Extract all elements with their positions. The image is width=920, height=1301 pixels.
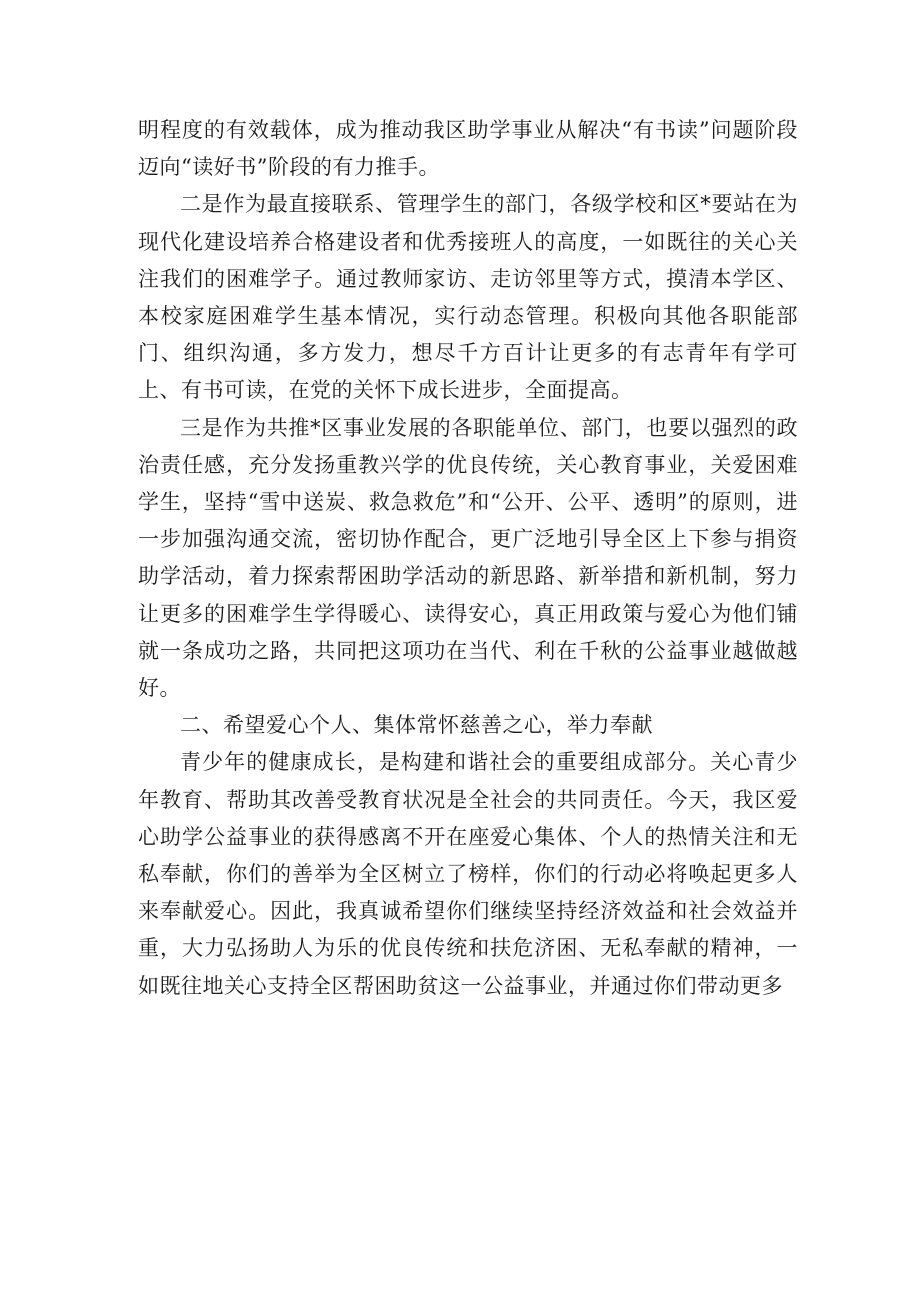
section-heading: 二、希望爱心个人、集体常怀慈善之心，举力奉献	[180, 713, 653, 738]
paragraph-point-two: 二是作为最直接联系、管理学生的部门，各级学校和区*要站在为现代化建设培养合格建设者和优秀接班人的高度，一如既往的关心关注我们的困难学子。通过教师家访、走访邻里等方式，摸清本学区、本校家庭困难学生基本情况，实行动态管理。积极向其他各职能部门、组织沟通，多方发力，想尽千方百计让更多的有志青年有学可上、有书可读，在党的关怀下成长进步，全面提高。	[138, 192, 798, 403]
document-body	[138, 112, 798, 1005]
paragraph-youth: 青少年的健康成长，是构建和谐社会的重要组成部分。关心青少年教育、帮助其改善受教育状况是全社会的共同责任。今天，我区爱心助学公益事业的获得感离不开在座爱心集体、个人的热情关注和无私奉献，你们的善举为全区树立了榜样，你们的行动必将唤起更多人来奉献爱心。因此，我真诚希望你们继续坚持经济效益和社会效益并重，大力弘扬助人为乐的优良传统和扶危济困、无私奉献的精神，一如既往地关心支持全区帮困助贫这一公益事业，并通过你们带动更多	[138, 750, 798, 998]
paragraph-point-three: 三是作为共推*区事业发展的各职能单位、部门，也要以强烈的政治责任感，充分发扬重教兴学的优良传统，关心教育事业，关爱困难学生，坚持“雪中送炭、救急救危”和“公开、公平、透明”的原则，进一步加强沟通交流，密切协作配合，更广泛地引导全区上下参与捐资助学活动，着力探索帮困助学活动的新思路、新举措和新机制，努力让更多的困难学生学得暖心、读得安心，真正用政策与爱心为他们铺就一条成功之路，共同把这项功在当代、利在千秋的公益事业越做越好。	[138, 415, 798, 701]
paragraph-continuation: 明程度的有效载体，成为推动我区助学事业从解决“有书读”问题阶段迈向“读好书”阶段的有力推手。	[138, 118, 798, 180]
